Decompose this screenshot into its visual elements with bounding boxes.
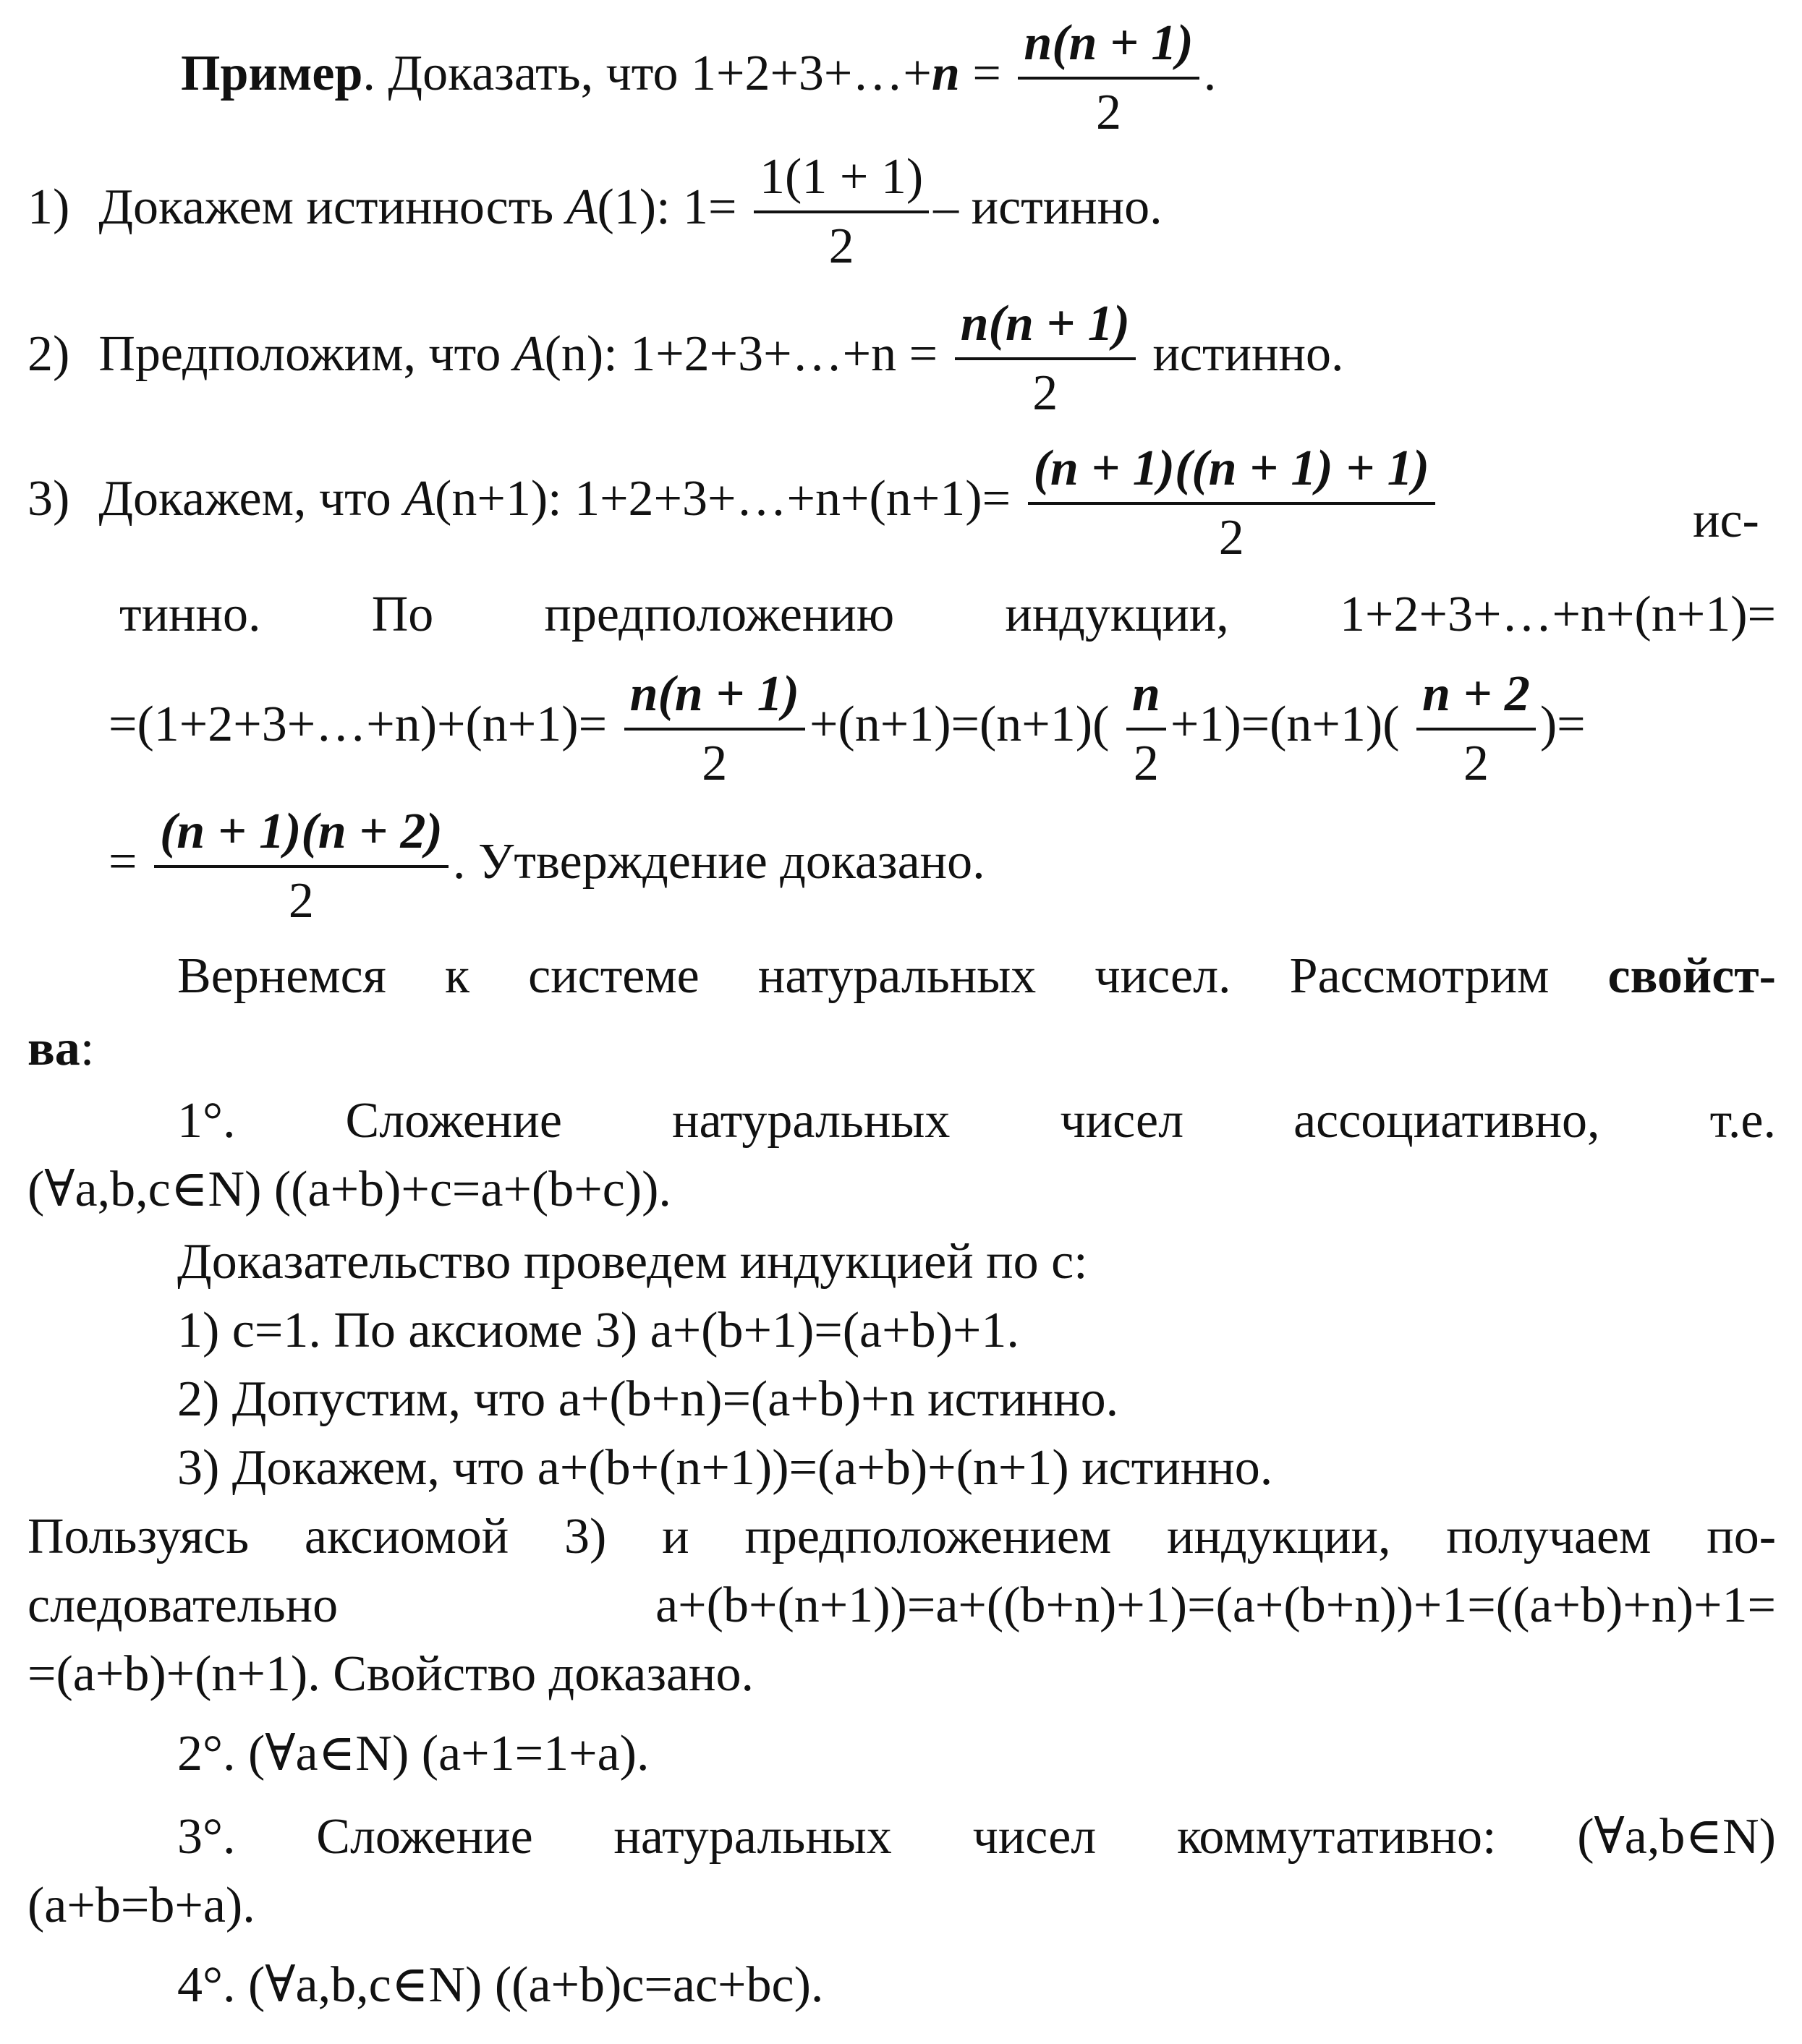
step-3-text: Докажем, что (98, 471, 404, 527)
step-3-line-3-a: =(1+2+3+…+n)+(n+1)= (109, 697, 608, 753)
property-1-proof-step-2: 2) Допустим, что a+(b+n)=(a+b)+n истинно. (177, 1371, 1119, 1427)
step-3-line-3-frac-1-num: n(n + 1) (624, 665, 805, 731)
property-4: 4°. (∀a,b,c∈N) ((a+b)c=ac+bc). (177, 1957, 824, 2013)
step-2-number: 2) (27, 326, 70, 383)
step-3-line-4-a: = (109, 834, 137, 890)
example-n: n (931, 46, 960, 102)
step-3-line-4-frac-den: 2 (288, 873, 314, 929)
step-1-tail: – истинно. (933, 179, 1163, 236)
step-3-line-3-frac-3 (1416, 665, 1536, 793)
example-frac-den: 2 (1096, 85, 1121, 140)
example-statement: . Доказать, что 1+2+3+…+ (362, 46, 932, 102)
step-1-A: A (566, 179, 598, 236)
properties-intro-colon: : (80, 1021, 95, 1076)
step-1 (27, 148, 1163, 276)
step-1-frac-den: 2 (828, 218, 854, 274)
step-3-line-3-frac-3-den: 2 (1463, 736, 1489, 791)
step-3-frac-num: (n + 1)((n + 1) + 1) (1028, 440, 1435, 505)
step-3-fraction (1028, 440, 1435, 567)
step-3-line-3 (109, 665, 1586, 793)
step-3-arg: (n+1): 1+2+3+…+n+(n+1)= (435, 471, 1011, 527)
step-3-line-3-frac-1 (624, 665, 805, 793)
step-2-frac-den: 2 (1032, 365, 1058, 421)
property-2: 2°. (∀a∈N) (a+1=1+a). (177, 1726, 650, 1781)
step-3-line-3-frac-3-num: n + 2 (1416, 665, 1536, 731)
step-2-A: A (513, 326, 545, 383)
example-frac-num: n(n + 1) (1018, 14, 1199, 80)
step-1-fraction (754, 148, 929, 276)
property-1-end: =(a+b)+(n+1). Свойство доказано. (27, 1646, 754, 1702)
properties-intro-cont (27, 1020, 94, 1078)
step-3-frac-den: 2 (1218, 510, 1244, 566)
step-3-A: A (404, 471, 435, 527)
properties-intro (177, 948, 1776, 1005)
step-3-line-3-c: +1)=(n+1)( (1170, 697, 1400, 753)
property-1-label: 1°. Сложение натуральных чисел ассоциативно, т.е. (177, 1093, 1776, 1149)
step-2 (27, 295, 1343, 422)
step-1-text: Докажем истинность (98, 179, 566, 236)
step-2-frac-num: n(n + 1) (955, 295, 1136, 360)
properties-intro-bold-1: свойст- (1607, 948, 1776, 1004)
properties-intro-text: Вернемся к системе натуральных чисел. Рассмотрим (177, 948, 1608, 1004)
step-3-line-4-frac (154, 803, 449, 930)
property-1-proof-step-3: 3) Докажем, что a+(b+(n+1))=(a+b)+(n+1) истинно. (177, 1440, 1273, 1496)
step-3-line-3-frac-1-den: 2 (702, 736, 728, 791)
property-1-proof-intro: Доказательство проведем индукцией по c: (177, 1234, 1088, 1290)
property-1-sequence: следовательно a+(b+(n+1))=a+((b+n)+1)=(a+(b+n))+1=((a+b)+n)+1= (27, 1577, 1776, 1633)
step-2-tail: истинно. (1152, 326, 1344, 383)
step-3-line-3-frac-2 (1126, 665, 1166, 793)
step-3 (27, 440, 1440, 567)
properties-intro-bold-2: ва (27, 1021, 80, 1076)
property-1-using: Пользуясь аксиомой 3) и предположением индукции, получаем по- (27, 1509, 1776, 1564)
property-3-label: 3°. Сложение натуральных чисел коммутативно: (∀a,b∈N) (177, 1809, 1776, 1865)
example-label: Пример (181, 46, 363, 102)
example-line (181, 14, 1216, 142)
step-1-arg: (1): 1= (597, 179, 737, 236)
property-1-formula: (∀a,b,c∈N) ((a+b)+c=a+(b+c)). (27, 1162, 671, 1217)
step-3-line-3-d: )= (1539, 697, 1586, 753)
step-3-line-2: тинно. По предположению индукции, 1+2+3+…+n+(n+1)= (119, 587, 1776, 642)
step-1-number: 1) (27, 179, 70, 236)
step-3-line-3-b: +(n+1)=(n+1)( (809, 697, 1110, 753)
example-end: . (1203, 46, 1217, 102)
step-3-line-4 (109, 803, 985, 930)
step-3-line-3-frac-2-num: n (1126, 665, 1166, 731)
example-eq: = (959, 46, 1001, 102)
step-1-frac-num: 1(1 + 1) (754, 148, 929, 213)
step-3-number: 3) (27, 471, 70, 527)
step-3-tail: ис- (1693, 493, 1759, 548)
step-2-text: Предположим, что (98, 326, 514, 383)
step-2-arg: (n): 1+2+3+…+n = (544, 326, 938, 383)
step-2-fraction (955, 295, 1136, 422)
property-3-formula: (a+b=b+a). (27, 1878, 255, 1933)
step-3-line-4-frac-num: (n + 1)(n + 2) (154, 803, 449, 868)
step-3-line-3-frac-2-den: 2 (1133, 736, 1159, 791)
example-fraction (1018, 14, 1199, 142)
property-1-proof-step-1: 1) c=1. По аксиоме 3) a+(b+1)=(a+b)+1. (177, 1303, 1019, 1358)
step-3-line-4-b: . Утверждение доказано. (452, 834, 985, 890)
